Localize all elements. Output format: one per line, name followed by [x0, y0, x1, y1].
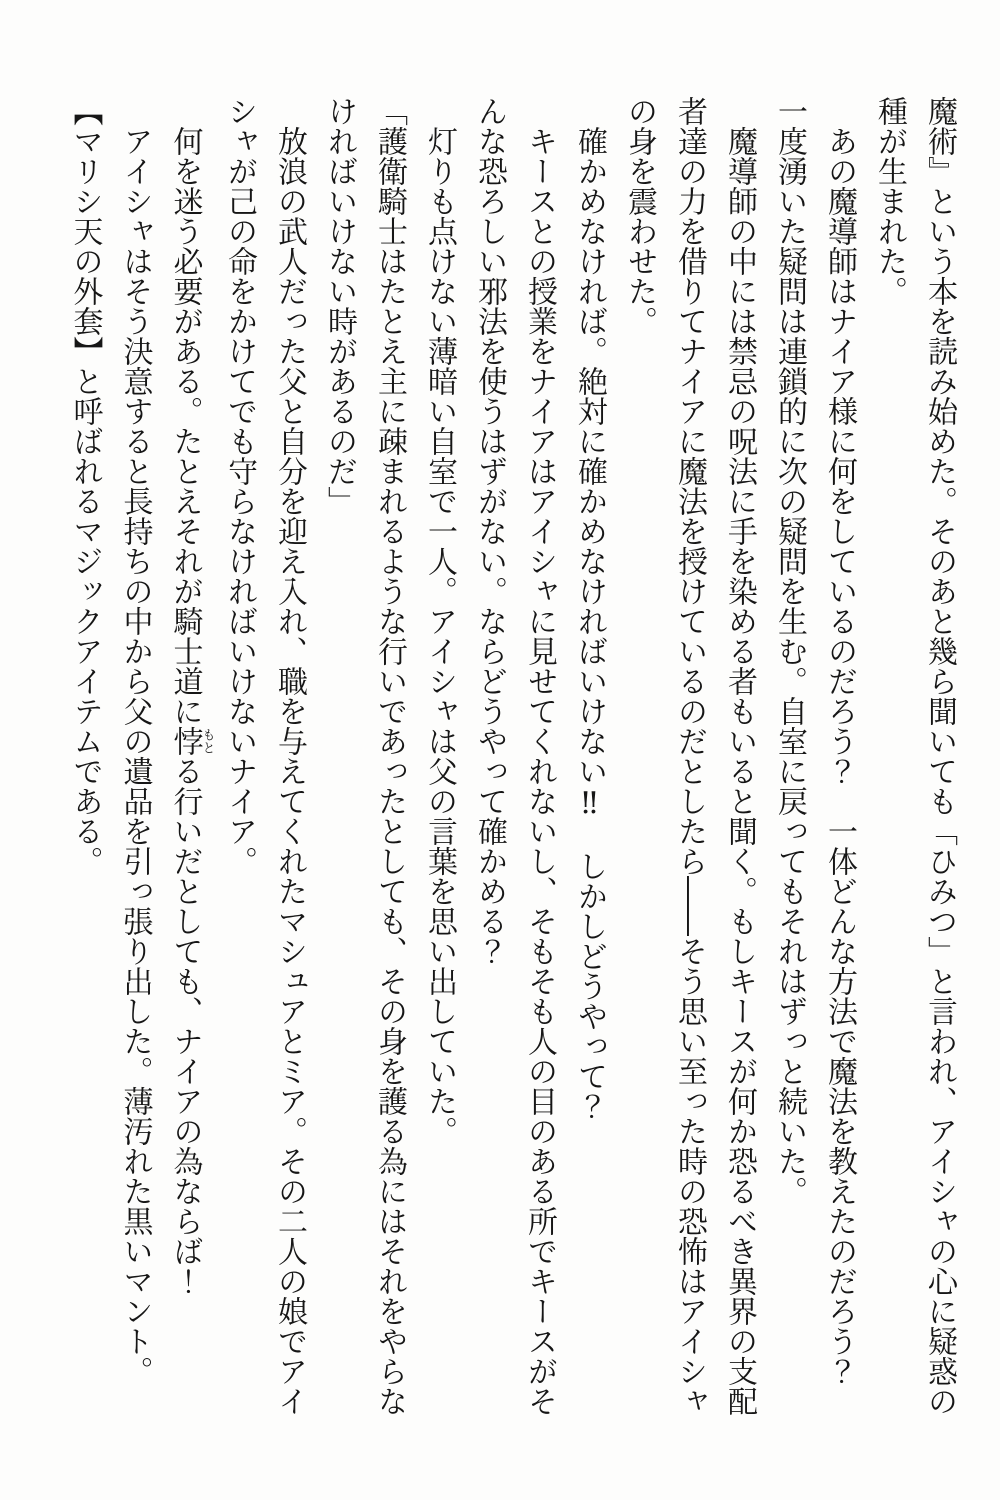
text-line: ければいけない時があるのだ」: [322, 96, 357, 516]
text-line: 放浪の武人だった父と自分を迎え入れ、職を与えてくれたマシュアとミア。その二人の娘でアイ: [272, 126, 307, 1416]
vertical-text-block: [60, 96, 965, 1436]
text-line: 種が生まれた。: [872, 96, 907, 306]
text-line: キースとの授業をナイアはアイシャに見せてくれないし、そもそも人の目のある所でキースがそ: [522, 126, 557, 1416]
text-line: 一度湧いた疑問は連鎖的に次の疑問を生む。自室に戻ってもそれはずっと続いた。: [772, 96, 807, 1206]
text-line: シャが己の命をかけてでも守らなければいけないナイア。: [222, 96, 257, 876]
text-line: アイシャはそう決意すると長持ちの中から父の遺品を引っ張り出した。薄汚れた黒いマント。: [117, 126, 153, 1386]
text-line: の身を震わせた。: [622, 96, 657, 336]
text-line: 魔術』という本を読み始めた。そのあと幾ら聞いても「ひみつ」と言われ、アイシャの心に疑惑の: [922, 96, 957, 1416]
text-line: 何を迷う必要がある。たとえそれが騎士道に悖もとる行いだとしても、ナイアの為ならば！: [167, 126, 215, 1296]
text-line: 者達の力を借りてナイアに魔法を授けているのだとしたら――そう思い至った時の恐怖はアイシャ: [672, 96, 707, 1416]
text-line: 魔導師の中には禁忌の呪法に手を染める者もいると聞く。もしキースが何か恐るべき異界の支配: [722, 126, 757, 1416]
text-line: あの魔導師はナイア様に何をしているのだろう？ 一体どんな方法で魔法を教えたのだろう？: [822, 126, 857, 1386]
text-line: んな恐ろしい邪法を使うはずがない。ならどうやって確かめる？: [472, 96, 507, 966]
text-line: 灯りも点けない薄暗い自室で一人。アイシャは父の言葉を思い出していた。: [422, 126, 457, 1146]
text-line: 「護衛騎士はたとえ主に疎まれるような行いであったとしても、その身を護る為にはそれをやらな: [372, 96, 407, 1416]
text-line: 【マリシ天の外套】と呼ばれるマジックアイテムである。: [67, 96, 103, 876]
text-line: 確かめなければ。絶対に確かめなければいけない‼ しかしどうやって？: [572, 126, 607, 1121]
ruby-annotated-character: 悖もと: [167, 726, 215, 756]
